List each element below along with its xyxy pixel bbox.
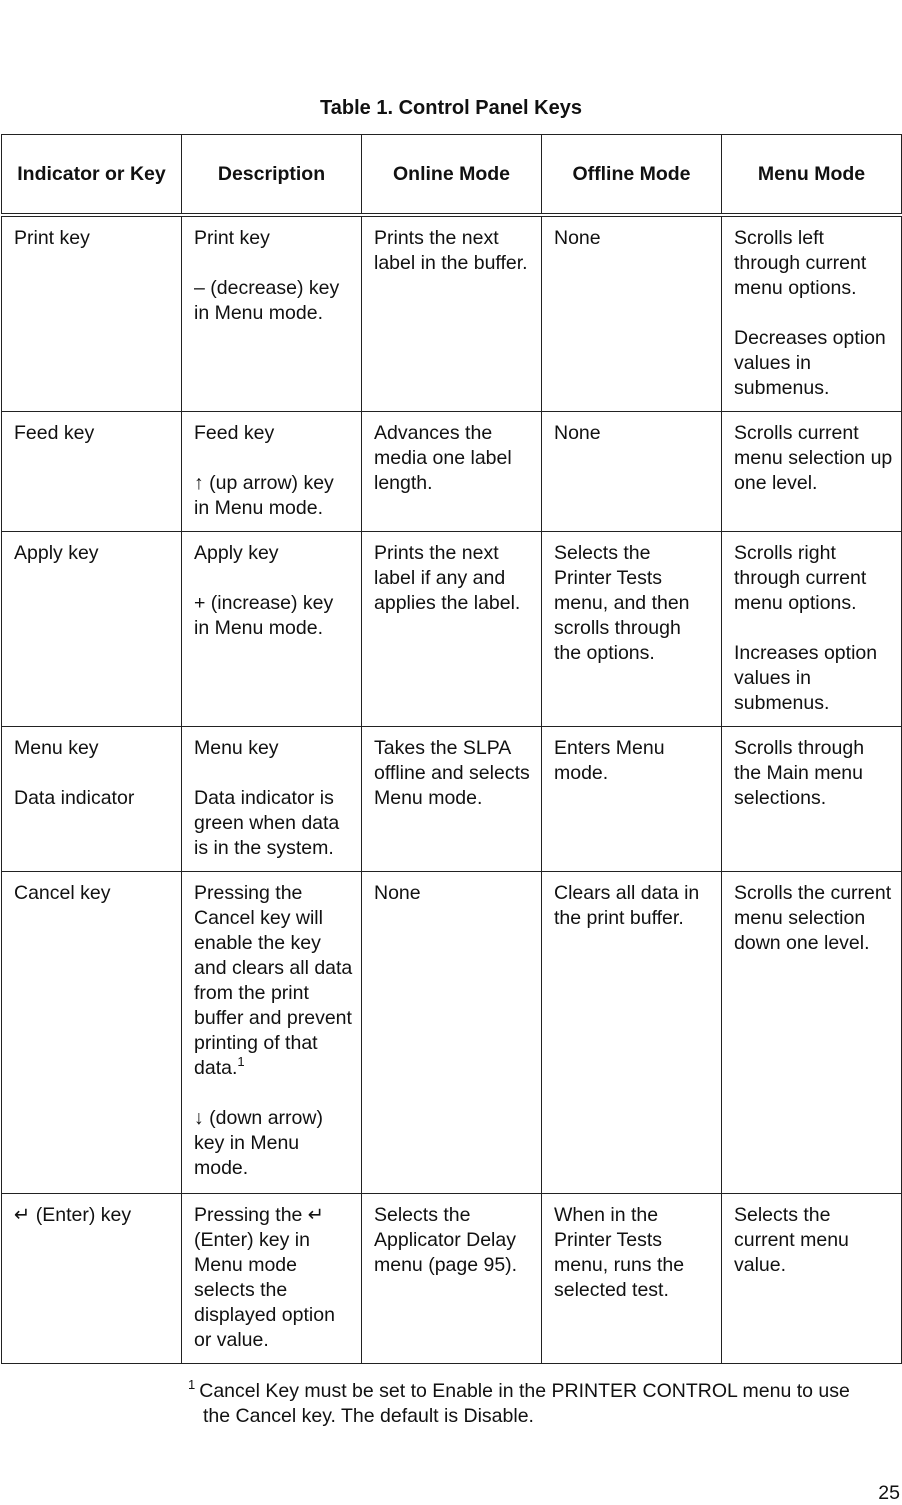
header-menu-mode: Menu Mode [722, 135, 902, 216]
footnote-text-line1: Cancel Key must be set to Enable in the PRINTER CONTROL menu to use [199, 1380, 850, 1402]
table-row [2, 412, 902, 532]
table-header-row [2, 135, 902, 216]
cell-offline: When in the Printer Tests menu, runs the selected test. [542, 1194, 722, 1364]
cell-description: Menu key Data indicator is green when data is in the system. [182, 727, 362, 872]
footnote-mark: 1 [188, 1377, 196, 1392]
cell-key: Apply key [2, 532, 182, 727]
cell-offline: None [542, 412, 722, 532]
footnote-text-line2: the Cancel key. The default is Disable. [203, 1405, 534, 1427]
cell-online: Selects the Applicator Delay menu (page 95). [362, 1194, 542, 1364]
cell-description: Pressing the Cancel key will enable the key and clears all data from the print buffer and prevent printing of that data.$^1$ ↓ (down arrow) key in Menu mode. [182, 872, 362, 1194]
cell-menu: Selects the current menu value. [722, 1194, 902, 1364]
cell-online: None [362, 872, 542, 1194]
cell-menu: Scrolls current menu selection up one level. [722, 412, 902, 532]
cell-online: Takes the SLPA offline and selects Menu mode. [362, 727, 542, 872]
cell-offline: None [542, 215, 722, 412]
table-row [2, 532, 902, 727]
cell-description: Feed key ↑ (up arrow) key in Menu mode. [182, 412, 362, 532]
table-row [2, 727, 902, 872]
table-row [2, 215, 902, 412]
header-offline-mode: Offline Mode [542, 135, 722, 216]
cell-menu: Scrolls the current menu selection down one level. [722, 872, 902, 1194]
cell-key: Print key [2, 215, 182, 412]
header-description: Description [182, 135, 362, 216]
cell-key: Feed key [2, 412, 182, 532]
table-row [2, 872, 902, 1194]
footnote [188, 1372, 900, 1429]
cell-menu: Scrolls through the Main menu selections. [722, 727, 902, 872]
control-panel-keys-table [1, 134, 902, 1364]
cell-key: Cancel key [2, 872, 182, 1194]
cell-offline: Selects the Printer Tests menu, and then scrolls through the options. [542, 532, 722, 727]
footnote-reference: 1 [237, 1054, 245, 1069]
cell-online: Prints the next label if any and applies the label. [362, 532, 542, 727]
cell-key: Menu key Data indicator [2, 727, 182, 872]
cell-description: Apply key + (increase) key in Menu mode. [182, 532, 362, 727]
cell-offline: Enters Menu mode. [542, 727, 722, 872]
table-caption: Table 1. Control Panel Keys [320, 97, 582, 119]
cell-description: Print key – (decrease) key in Menu mode. [182, 215, 362, 412]
cell-menu: Scrolls left through current menu options. Decreases option values in submenus. [722, 215, 902, 412]
header-online-mode: Online Mode [362, 135, 542, 216]
table-row [2, 1194, 902, 1364]
page-number: 25 [878, 1482, 900, 1504]
header-indicator-or-key: Indicator or Key [2, 135, 182, 216]
cell-menu: Scrolls right through current menu options. Increases option values in submenus. [722, 532, 902, 727]
cell-online: Advances the media one label length. [362, 412, 542, 532]
cell-key: ↵ (Enter) key [2, 1194, 182, 1364]
cell-offline: Clears all data in the print buffer. [542, 872, 722, 1194]
cell-online: Prints the next label in the buffer. [362, 215, 542, 412]
cell-description: Pressing the ↵ (Enter) key in Menu mode selects the displayed option or value. [182, 1194, 362, 1364]
